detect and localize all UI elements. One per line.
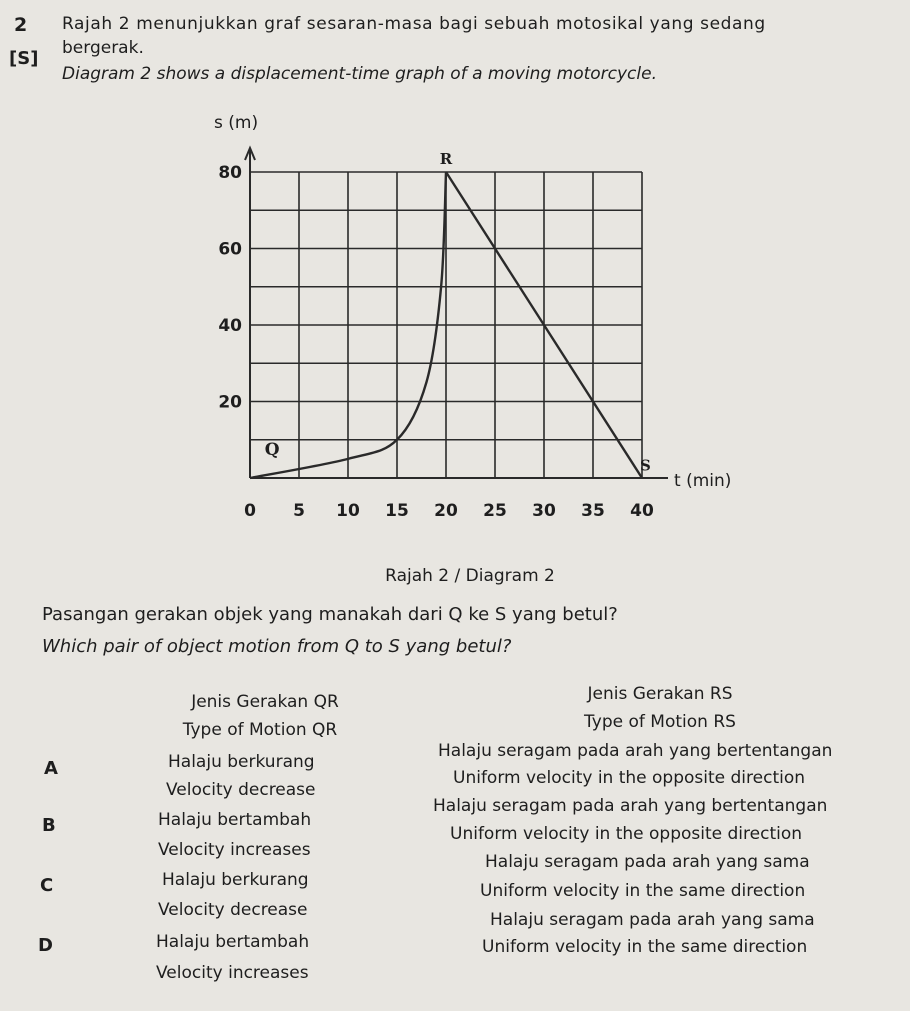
point-label-s: S [640, 456, 651, 475]
option-d-qr-ms: Halaju bertambah [156, 932, 310, 952]
header-rs-ms: Jenis Gerakan RS [587, 684, 733, 704]
x-tick-label: 10 [336, 501, 360, 521]
x-tick-label: 20 [434, 501, 458, 521]
graph-axes [245, 148, 668, 478]
x-tick-label: 0 [244, 501, 256, 521]
y-tick-label: 40 [218, 316, 242, 336]
option-b-qr-en: Velocity increases [158, 840, 311, 860]
option-b-qr-ms: Halaju bertambah [158, 810, 312, 830]
option-b-rs-ms: Halaju seragam pada arah yang bertentangan [433, 796, 828, 816]
option-c-letter[interactable]: C [40, 875, 54, 896]
option-a-letter[interactable]: A [44, 758, 58, 779]
option-a-qr-ms: Halaju berkurang [168, 752, 315, 772]
point-label-r: R [439, 150, 453, 168]
option-a-qr-en: Velocity decrease [166, 780, 316, 800]
header-qr-en: Type of Motion QR [182, 720, 338, 740]
option-d-qr-en: Velocity increases [156, 963, 309, 983]
option-b-letter[interactable]: B [42, 815, 56, 836]
x-tick-label: 30 [532, 501, 556, 521]
question-number: 2 [14, 14, 28, 36]
diagram-caption: Rajah 2 / Diagram 2 [385, 566, 555, 586]
x-tick-label: 35 [581, 501, 605, 521]
option-c-qr-en: Velocity decrease [158, 900, 308, 920]
option-a-rs-ms: Halaju seragam pada arah yang bertentangan [438, 741, 833, 761]
option-c-rs-en: Uniform velocity in the same direction [480, 881, 806, 901]
option-a-rs-en: Uniform velocity in the opposite direction [453, 768, 806, 788]
x-tick-label: 25 [483, 501, 507, 521]
graph-grid [250, 172, 642, 478]
option-c-qr-ms: Halaju berkurang [162, 870, 309, 890]
x-axis-label: t (min) [674, 471, 732, 491]
option-d-rs-ms: Halaju seragam pada arah yang sama [490, 910, 815, 930]
question-tag: [S] [9, 48, 39, 69]
y-tick-label: 20 [218, 392, 242, 413]
x-tick-label: 15 [385, 501, 409, 521]
x-tick-label: 5 [293, 501, 305, 521]
y-axis-label: s (m) [214, 113, 259, 133]
graph-labels [214, 113, 731, 521]
header-qr-ms: Jenis Gerakan QR [191, 692, 339, 712]
prompt-en: Which pair of object motion from Q to S yang betul? [42, 636, 512, 657]
option-d-rs-en: Uniform velocity in the same direction [482, 937, 808, 957]
header-rs-en: Type of Motion RS [584, 712, 736, 732]
question-text-ms-line1: Rajah 2 menunjukkan graf sesaran-masa bagi sebuah motosikal yang sedang [62, 14, 766, 34]
point-label-q: Q [264, 440, 280, 461]
question-text-ms-line2: bergerak. [62, 38, 144, 58]
option-c-rs-ms: Halaju seragam pada arah yang sama [485, 852, 810, 872]
y-tick-label: 60 [218, 239, 242, 260]
question-text-en: Diagram 2 shows a displacement-time graph of a moving motorcycle. [62, 64, 657, 84]
option-b-rs-en: Uniform velocity in the opposite direction [450, 824, 803, 844]
y-tick-label: 80 [218, 163, 242, 183]
x-tick-label: 40 [630, 501, 654, 521]
prompt-ms: Pasangan gerakan objek yang manakah dari Q ke S yang betul? [42, 604, 618, 625]
option-d-letter[interactable]: D [38, 935, 53, 956]
